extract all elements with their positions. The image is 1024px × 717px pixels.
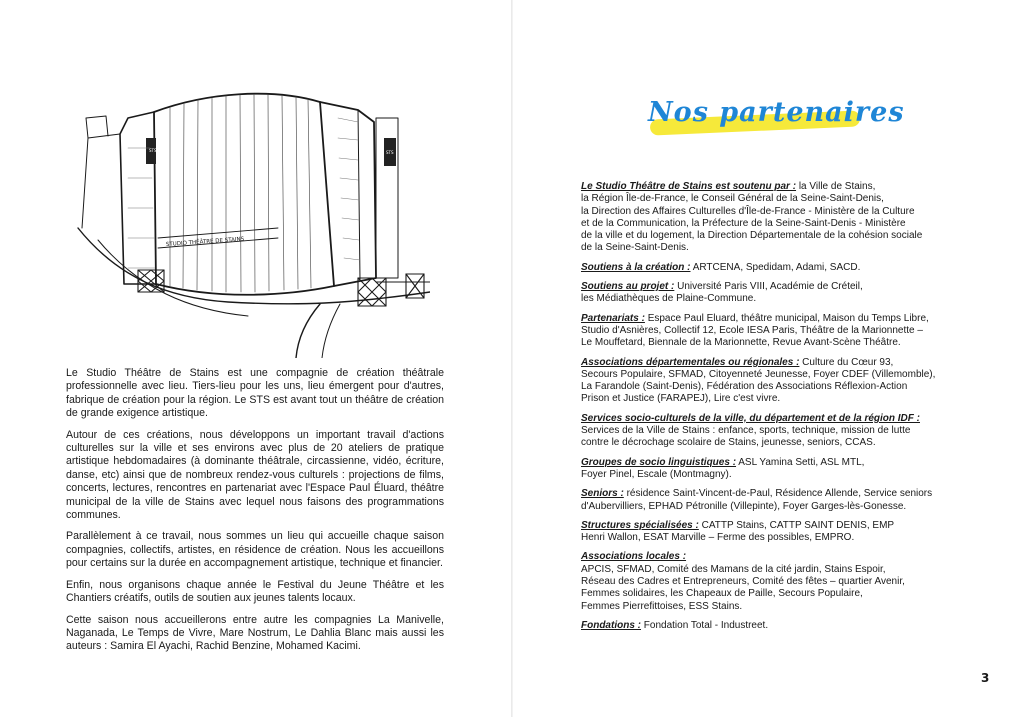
- partner-section: [581, 281, 971, 306]
- partner-section: [581, 551, 971, 612]
- section-label: Le Studio Théâtre de Stains est soutenu par :: [581, 181, 797, 192]
- page-title: Nos partenaires: [648, 97, 905, 128]
- section-line: Fondation Total - Industreet.: [641, 619, 769, 631]
- paragraph: Cette saison nous accueillerons entre autre les compagnies La Manivelle, Naganada, Le Temps de Vivre, Mare Nostrum, Le Dahlia Blanc mais aussi les auteurs : Samira El Ayachi, Rachid Benzine, Mohamed Kacimi.: [66, 613, 444, 653]
- left-page: [0, 0, 511, 717]
- section-line: Espace Paul Eluard, théâtre municipal, Maison du Temps Libre,: [644, 312, 929, 324]
- section-line: Femmes solidaires, les Chapeaux de Paille, Secours Populaire,: [581, 588, 863, 600]
- paragraph: Le Studio Théâtre de Stains est une compagnie de création théâtrale professionnelle avec lieu. Tiers-lieu pour les uns, lieu émergent pour d'autres, fabrique de création pour la région. Le STS est avant tout un théâtre de création de grande exigence artistique.: [66, 367, 444, 420]
- paragraph: Autour de ces créations, nous développons un important travail d'actions culturelles sur la ville et ses environs avec plus de 20 ateliers de pratique artistique hebdomadaires (à dominante théâtrale, circassienne, vidéo, écriture, danse, etc) ainsi que de nombreux rendez-vous culturels : projections de films, concerts, lectures, rencontres en partenariat avec l'Espace Paul Éluard, théâtre municipal de la ville de Stains avec lequel nous faisons des programmations communes.: [66, 428, 444, 522]
- section-line: Culture du Cœur 93,: [799, 356, 894, 368]
- partner-section: [581, 620, 971, 632]
- section-line: d'Aubervilliers, EPHAD Pétronille (Villepinte), Foyer Garges-lès-Gonesse.: [581, 500, 907, 512]
- section-line: Services de la Ville de Stains : enfance, sports, technique, mission de lutte: [581, 425, 911, 437]
- section-label: Partenariats :: [581, 312, 645, 324]
- section-line: contre le décrochage scolaire de Stains, jeunesse, seniors, CCAS.: [581, 437, 876, 449]
- section-line: résidence Saint-Vincent-de-Paul, Résidence Allende, Service seniors: [623, 488, 933, 500]
- section-line: Université Paris VIII, Académie de Créteil,: [674, 281, 863, 293]
- section-line: et de la Communication, la Préfecture de la Seine-Saint-Denis - Ministère: [581, 217, 906, 229]
- about-text: [66, 367, 444, 662]
- left-logo-text: STS: [149, 148, 157, 153]
- section-label: Associations départementales ou régionales :: [581, 356, 800, 368]
- section-label: Associations locales :: [581, 551, 687, 563]
- section-line: de la Seine-Saint-Denis.: [581, 242, 689, 254]
- section-label: Structures spécialisées :: [581, 519, 699, 531]
- section-line: Prison et Justice (FARAPEJ), Lire c'est vivre.: [581, 393, 781, 405]
- section-line: de la ville et du logement, la Direction Départementale de la cohésion sociale: [581, 230, 923, 242]
- section-label: Soutiens à la création :: [581, 261, 691, 273]
- partners-list: [581, 181, 971, 639]
- paragraph: Enfin, nous organisons chaque année le Festival du Jeune Théâtre et les Chantiers créatifs, outils de soutien aux jeunes talents locaux.: [66, 578, 444, 605]
- section-line: Réseau des Cadres et Entrepreneurs, Comité des fêtes – quartier Avenir,: [581, 576, 905, 588]
- partner-section: [581, 262, 971, 274]
- paragraph: Parallèlement à ce travail, nous sommes un lieu qui accueille chaque saison compagnies, collectifs, artistes, en résidence de création. Nous les accueillons pour certains sur la durée en accompagnement artistique, technique et financier.: [66, 530, 444, 570]
- section-line: la Région Île-de-France, le Conseil Général de la Seine-Saint-Denis,: [581, 193, 884, 205]
- section-line: Secours Populaire, SFMAD, Citoyenneté Jeunesse, Foyer CDEF (Villemomble),: [581, 368, 936, 380]
- section-line: CATTP Stains, CATTP SAINT DENIS, EMP: [698, 519, 895, 531]
- theatre-building-illustration: [58, 78, 430, 358]
- section-line: Studio d'Asnières, Collectif 12, Ecole IESA Paris, Théâtre de la Marionnette –: [581, 324, 923, 336]
- partner-section: [581, 181, 971, 255]
- partner-section: [581, 488, 971, 513]
- section-label: Soutiens au projet :: [581, 281, 675, 293]
- partner-section: [581, 520, 971, 545]
- section-line: Le Mouffetard, Biennale de la Marionnette, Revue Avant-Scène Théâtre.: [581, 337, 901, 349]
- section-label: Services socio-culturels de la ville, du département et de la région IDF :: [581, 412, 920, 424]
- section-line: ASL Yamina Setti, ASL MTL,: [736, 456, 865, 468]
- section-line: Henri Wallon, ESAT Marville – Ferme des possibles, EMPRO.: [581, 532, 855, 544]
- section-line: La Farandole (Saint-Denis), Fédération des Associations Réflexion-Action: [581, 381, 908, 393]
- building-sign-text: STUDIO THÉÂTRE DE STAINS: [165, 236, 245, 248]
- section-label: Seniors :: [581, 488, 624, 500]
- title-block: [640, 95, 905, 139]
- section-line: Foyer Pinel, Escale (Montmagny).: [581, 468, 732, 480]
- section-line: APCIS, SFMAD, Comité des Mamans de la cité jardin, Stains Espoir,: [581, 563, 886, 575]
- partner-section: [581, 413, 971, 450]
- section-line: la Ville de Stains,: [796, 181, 876, 192]
- section-line: la Direction des Affaires Culturelles d'Île-de-France - Ministère de la Culture: [581, 205, 915, 217]
- section-line: les Médiathèques de Plaine-Commune.: [581, 293, 757, 305]
- section-line: Femmes Pierrefittoises, ESS Stains.: [581, 600, 743, 612]
- section-label: Fondations :: [581, 619, 641, 631]
- partner-section: [581, 313, 971, 350]
- partner-section: [581, 357, 971, 406]
- section-line: ARTCENA, Spedidam, Adami, SACD.: [690, 261, 861, 273]
- right-logo-text: STS: [386, 150, 394, 155]
- partner-section: [581, 457, 971, 482]
- page-number: 3: [981, 671, 990, 685]
- section-label: Groupes de socio linguistiques :: [581, 456, 737, 468]
